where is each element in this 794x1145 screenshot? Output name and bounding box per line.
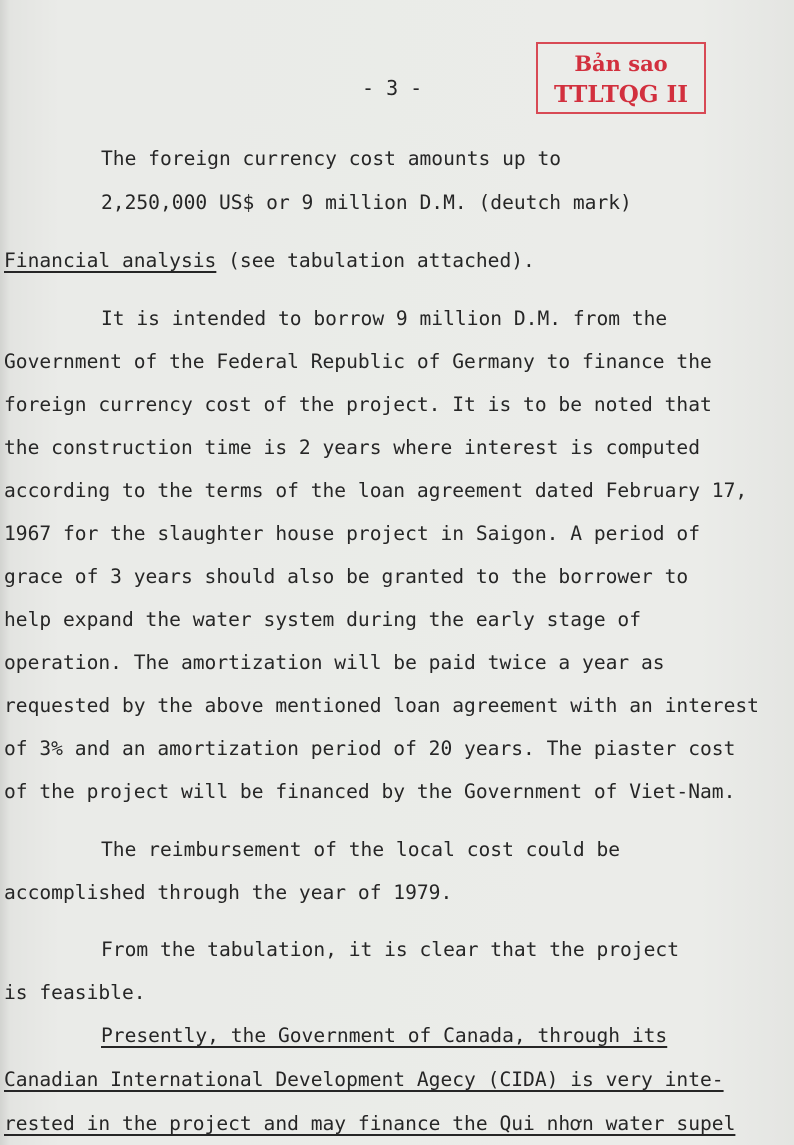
cost-line-1: The foreign currency cost amounts up to bbox=[101, 147, 562, 170]
financial-analysis-line bbox=[4, 249, 535, 273]
loan-line-9: operation. The amortization will be paid twice a year as bbox=[4, 651, 665, 674]
loan-line-2: Government of the Federal Republic of Germany to finance the bbox=[4, 350, 712, 373]
loan-line-12: of the project will be financed by the Government of Viet-Nam. bbox=[4, 780, 736, 803]
section-heading-note: (see tabulation attached). bbox=[216, 249, 535, 272]
feasible-line-2: is feasible. bbox=[4, 981, 146, 1004]
loan-line-8: help expand the water system during the early stage of bbox=[4, 608, 642, 631]
loan-line-5: according to the terms of the loan agreement dated February 17, bbox=[4, 479, 748, 502]
archive-stamp bbox=[536, 42, 706, 114]
loan-line-11: of 3% and an amortization period of 20 years. The piaster cost bbox=[4, 737, 736, 760]
loan-line-10: requested by the above mentioned loan agreement with an interest bbox=[4, 694, 759, 717]
canada-line-2: Canadian International Development Agecy (CIDA) is very inte- bbox=[4, 1068, 724, 1091]
loan-line-4: the construction time is 2 years where interest is computed bbox=[4, 436, 700, 459]
reimbursement-line-1: The reimbursement of the local cost could be bbox=[101, 838, 621, 861]
loan-line-7: grace of 3 years should also be granted to the borrower to bbox=[4, 565, 689, 588]
loan-line-6: 1967 for the slaughter house project in Saigon. A period of bbox=[4, 522, 700, 545]
stamp-line-1: Bản sao bbox=[574, 51, 668, 76]
feasible-line-1: From the tabulation, it is clear that the project bbox=[101, 938, 680, 961]
stamp-line-2: TTLTQG II bbox=[553, 81, 689, 108]
reimbursement-line-2: accomplished through the year of 1979. bbox=[4, 881, 453, 904]
loan-line-3: foreign currency cost of the project. It is to be noted that bbox=[4, 393, 712, 416]
page-number: - 3 - bbox=[362, 76, 423, 100]
cost-line-2: 2,250,000 US$ or 9 million D.M. (deutch mark) bbox=[101, 191, 632, 214]
canada-line-1: Presently, the Government of Canada, through its bbox=[101, 1024, 668, 1047]
canada-line-3: rested in the project and may finance the Qui nhơn water supel bbox=[4, 1112, 736, 1135]
loan-line-1: It is intended to borrow 9 million D.M. from the bbox=[101, 307, 668, 330]
section-heading: Financial analysis bbox=[4, 249, 217, 272]
